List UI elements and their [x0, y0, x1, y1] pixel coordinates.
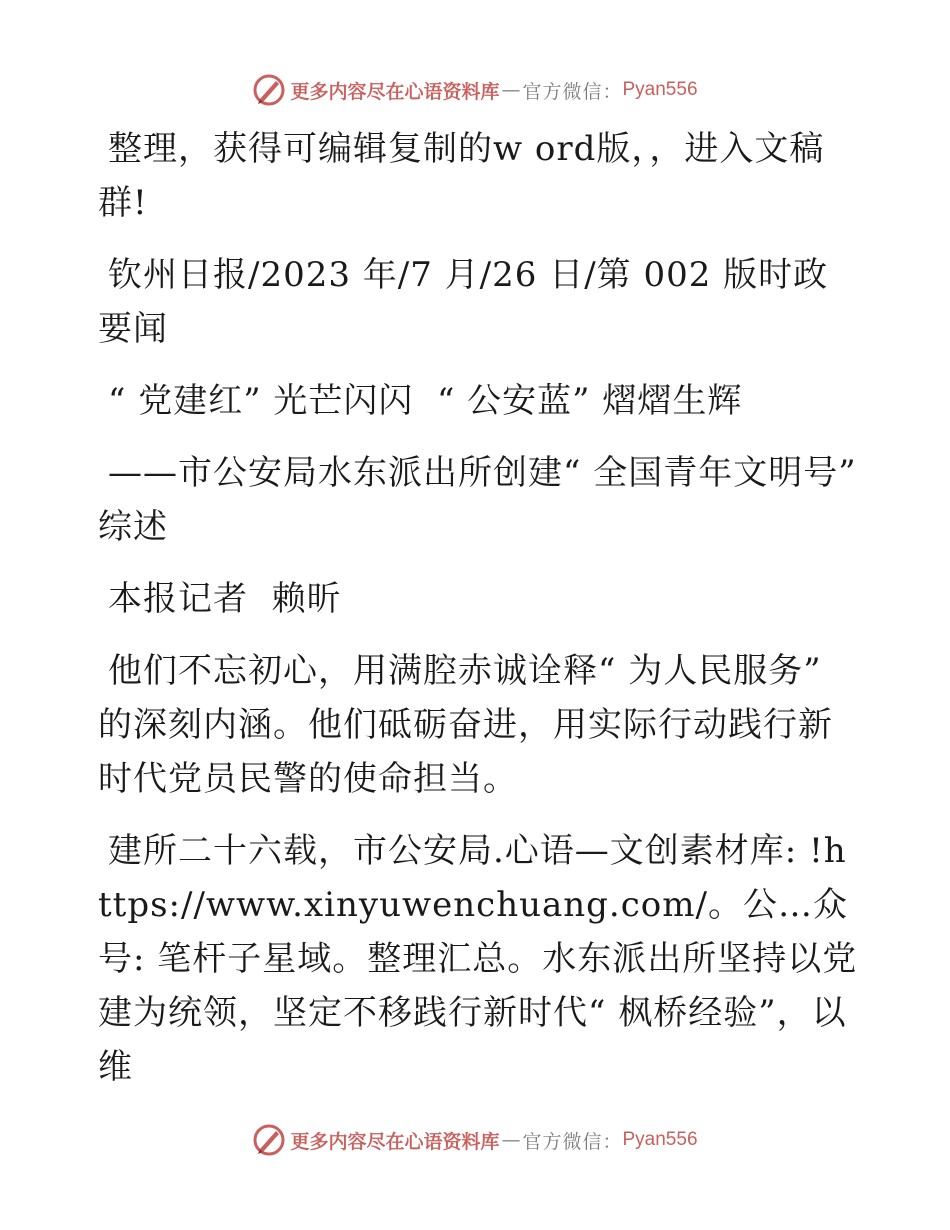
- banner-wechat-label: 官方微信：: [522, 80, 623, 103]
- banner-separator: —: [501, 1129, 521, 1151]
- intro-paragraph: 整理，获得可编辑复制的w ord版，，进入文稿群!: [98, 129, 825, 223]
- banner-separator: —: [501, 79, 521, 101]
- pen-logo-icon: [252, 73, 286, 107]
- source-line: 钦州日报/2023 年/7 月/26 日/第 002 版时政要闻: [98, 255, 829, 349]
- subheadline: ——市公安局水东派出所创建“ 全国青年文明号” 综述: [98, 453, 869, 547]
- pen-logo-icon: [252, 1123, 286, 1157]
- header-banner: [0, 70, 950, 110]
- banner-wechat-label: 官方微信：: [522, 1130, 623, 1153]
- body-paragraph: 他们不忘初心，用满腔赤诚诠释“ 为人民服务” 的深刻内涵。他们砥砺奋进，用实际行动践行新时代党员民警的使命担当。: [98, 651, 834, 799]
- banner-slogan: 更多内容尽在心语资料库: [290, 1130, 500, 1153]
- byline: 本报记者 赖昕: [108, 579, 342, 619]
- footer-banner: [0, 1120, 950, 1160]
- banner-wechat-handle: Pyan556: [622, 1129, 698, 1150]
- headline: “ 党建红” 光芒闪闪 “ 公安蓝” 熠熠生辉: [108, 381, 743, 421]
- banner-wechat-handle: Pyan556: [622, 79, 698, 100]
- banner-slogan: 更多内容尽在心语资料库: [290, 80, 500, 103]
- body-paragraph: 建所二十六载，市公安局.心语—文创素材库: !https://www.xinyuwenchuang.com/。公…众号: 笔杆子星域。整理汇总。水东派出所坚持以党建为统领，坚定不移践行新时代“ 枫桥经验”，以维: [98, 831, 858, 1087]
- document-body: [98, 122, 869, 1112]
